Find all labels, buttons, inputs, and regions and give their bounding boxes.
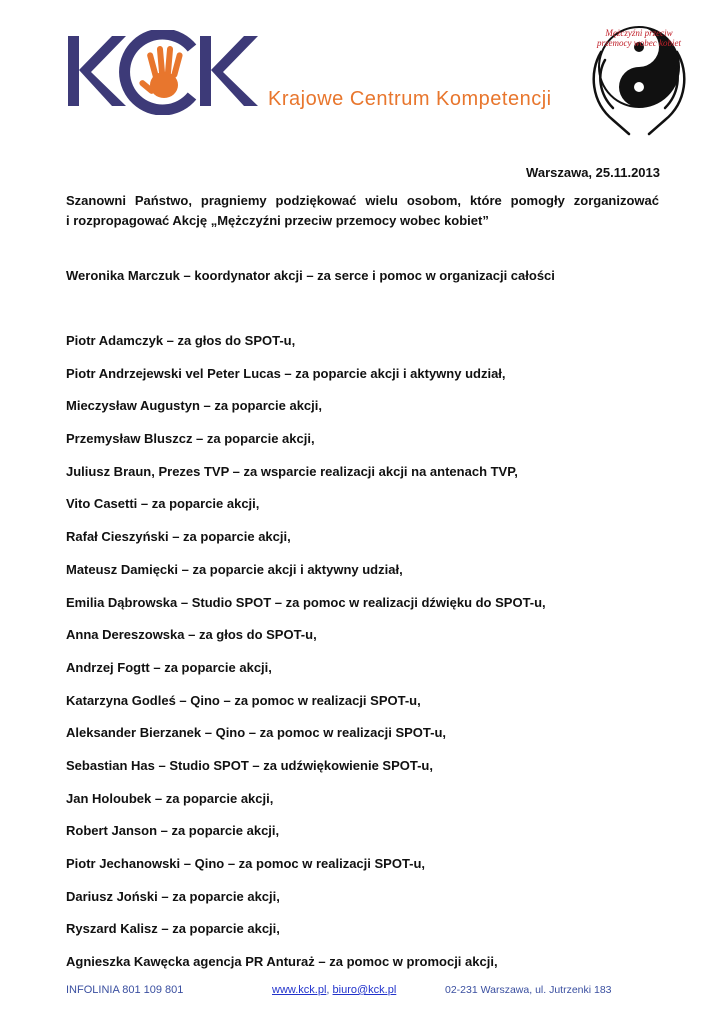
thanks-item: Juliusz Braun, Prezes TVP – za wsparcie realizacji akcji na antenach TVP, [66, 463, 518, 479]
thanks-item: Dariusz Joński – za poparcie akcji, [66, 888, 280, 904]
thanks-item: Agnieszka Kawęcka agencja PR Anturaż – za pomoc w promocji akcji, [66, 954, 498, 970]
thanks-item: Mateusz Damięcki – za poparcie akcji i aktywny udział, [66, 561, 403, 577]
thanks-item: Robert Janson – za poparcie akcji, [66, 823, 280, 839]
address-text: 02-231 Warszawa, ul. Jutrzenki 183 [445, 984, 612, 996]
thanks-item: Emilia Dąbrowska – Studio SPOT – za pomoc w realizacji dźwięku do SPOT-u, [66, 594, 546, 610]
thanks-item: Anna Dereszowska – za głos do SPOT-u, [66, 627, 317, 643]
thanks-item: Piotr Jechanowski – Qino – za pomoc w realizacji SPOT-u, [66, 856, 426, 871]
letter-date: Warszawa, 25.11.2013 [526, 165, 660, 180]
thanks-item: Piotr Adamczyk – za głos do SPOT-u, [66, 333, 296, 348]
thanks-item: Piotr Andrzejewski vel Peter Lucas – za poparcie akcji i aktywny udział, [66, 365, 506, 381]
logo-subtitle: Krajowe Centrum Kompetencji [268, 88, 552, 110]
coordinator-line: Weronika Marczuk – koordynator akcji – za serce i pomoc w organizacji całości [66, 268, 555, 283]
campaign-logo [583, 12, 695, 142]
email-link[interactable]: biuro@kck.pl [332, 984, 397, 996]
thanks-item: Przemysław Bluszcz – za poparcie akcji, [66, 431, 315, 447]
kck-logo [64, 30, 264, 115]
thanks-item: Andrzej Fogtt – za poparcie akcji, [66, 659, 272, 675]
thanks-item: Mieczysław Augustyn – za poparcie akcji, [66, 398, 323, 414]
hotline-text: INFOLINIA 801 109 801 [66, 984, 184, 996]
website-link[interactable]: www.kck.pl [272, 984, 327, 996]
intro-line: i rozpropagować Akcję „Mężczyźni przeciw przemocy wobec kobiet” [66, 212, 489, 228]
thanks-item: Sebastian Has – Studio SPOT – za udźwiękowienie SPOT-u, [66, 757, 433, 773]
footer-links [272, 984, 396, 996]
thanks-item: Aleksander Bierzanek – Qino – za pomoc w realizacji SPOT-u, [66, 725, 447, 741]
thanks-item: Katarzyna Godleś – Qino – za pomoc w realizacji SPOT-u, [66, 692, 421, 708]
svg-text:Mężczyźni przeciw: Mężczyźni przeciw [605, 28, 673, 38]
intro-line: Szanowni Państwo, pragniemy podziękować wielu osobom, które pomogły zorganizować [66, 193, 659, 208]
link-separator: , [326, 984, 333, 996]
thanks-item: Rafał Cieszyński – za poparcie akcji, [66, 529, 291, 545]
svg-text:przemocy wobec kobiet: przemocy wobec kobiet [597, 38, 681, 48]
thanks-item: Jan Holoubek – za poparcie akcji, [66, 790, 274, 806]
intro-paragraph [66, 191, 659, 230]
hand-icon [138, 46, 183, 98]
thanks-list [66, 333, 546, 987]
thanks-item: Vito Casetti – za poparcie akcji, [66, 496, 260, 512]
thanks-item: Ryszard Kalisz – za poparcie akcji, [66, 921, 280, 937]
